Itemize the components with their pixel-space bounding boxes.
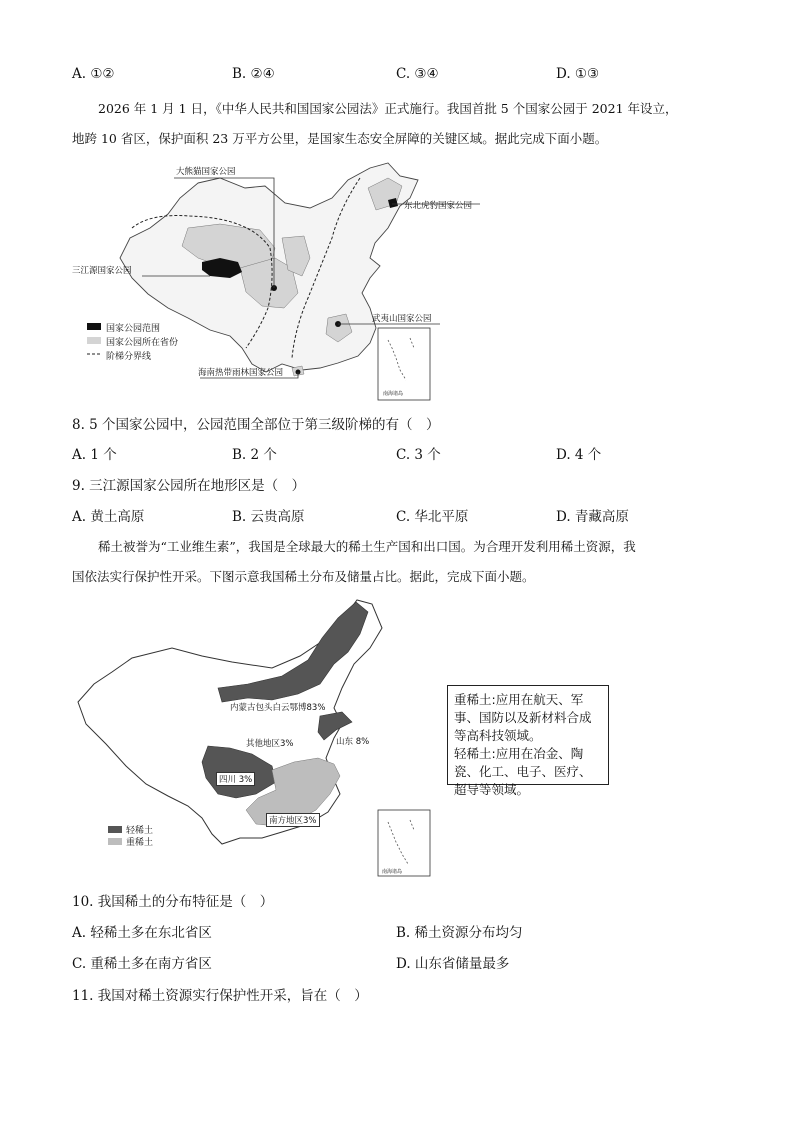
q9-stem: 9. 三江源国家公园所在地形区是（ ） bbox=[72, 478, 306, 494]
q7-option-a: A. ①② bbox=[72, 66, 115, 82]
label-hainan-park: 海南热带雨林国家公园 bbox=[198, 368, 284, 378]
q9-option-b: B. 云贵高原 bbox=[232, 509, 305, 525]
label-tiger-park: 东北虎豹国家公园 bbox=[404, 201, 473, 211]
inner-mongolia-region bbox=[218, 602, 368, 702]
legend-heavy-label: 重稀土 bbox=[126, 838, 154, 848]
legend-province-label: 国家公园所在省份 bbox=[106, 338, 179, 348]
passage-rare-earth bbox=[72, 532, 724, 592]
label-wuyishan-park: 武夷山国家公园 bbox=[372, 314, 432, 324]
rare-earth-info-box bbox=[447, 685, 609, 797]
label-south-sea-2: 南海诸岛 bbox=[382, 869, 403, 875]
label-other-regions: 其他地区3% bbox=[246, 739, 294, 749]
legend-step-label: 阶梯分界线 bbox=[106, 352, 152, 362]
label-sanjiangyuan-park: 三江源国家公园 bbox=[72, 266, 132, 276]
passage2-line2: 国依法实行保护性开采。下图示意我国稀土分布及储量占比。据此，完成下面小题。 bbox=[72, 569, 535, 584]
passage1-line2: 地跨 10 省区，保护面积 23 万平方公里，是国家生态安全屏障的关键区域。据此完成下面小题。 bbox=[72, 131, 608, 146]
q8-stem: 8. 5 个国家公园中，公园范围全部位于第三级阶梯的有（ ） bbox=[72, 417, 440, 433]
label-panda-park: 大熊猫国家公园 bbox=[176, 167, 236, 177]
legend-light-label: 轻稀土 bbox=[126, 826, 154, 836]
legend-province-swatch bbox=[87, 337, 101, 344]
q10-option-d: D. 山东省储量最多 bbox=[396, 956, 510, 972]
national-parks-map bbox=[70, 158, 510, 408]
q7-option-d: D. ①③ bbox=[556, 66, 600, 82]
q11-stem: 11. 我国对稀土资源实行保护性开采，旨在（ ） bbox=[72, 988, 368, 1004]
passage1-line1: 2026 年 1 月 1 日，《中华人民共和国国家公园法》正式施行。我国首批 5 个国家公园于 2021 年设立， bbox=[98, 101, 678, 116]
legend-park-swatch bbox=[87, 323, 101, 330]
q7-option-c: C. ③④ bbox=[396, 66, 439, 82]
legend-park-label: 国家公园范围 bbox=[106, 324, 161, 334]
label-inner-mongolia: 内蒙古包头白云鄂博83% bbox=[230, 703, 326, 713]
label-sichuan: 四川 3% bbox=[216, 772, 255, 786]
q10-stem: 10. 我国稀土的分布特征是（ ） bbox=[72, 894, 274, 910]
q9-option-d: D. 青藏高原 bbox=[556, 509, 629, 525]
q9-option-a: A. 黄土高原 bbox=[72, 509, 145, 525]
passage-national-parks bbox=[72, 94, 724, 154]
info-light: 轻稀土:应用在冶金、陶瓷、化工、电子、医疗、超导等领域。 bbox=[454, 746, 592, 797]
q10-option-a: A. 轻稀土多在东北省区 bbox=[72, 925, 212, 941]
q8-option-a: A. 1 个 bbox=[72, 447, 117, 463]
passage2-line1: 稀土被誉为“工业维生素”，我国是全球最大的稀土生产国和出口国。为合理开发利用稀土资源，我 bbox=[98, 539, 636, 554]
label-south-sea-1: 南海诸岛 bbox=[383, 391, 404, 397]
label-south-regions: 南方地区3% bbox=[266, 813, 320, 827]
q8-option-c: C. 3 个 bbox=[396, 447, 441, 463]
legend-light-swatch bbox=[108, 826, 122, 833]
south-sea-inset-2 bbox=[378, 810, 430, 876]
legend-heavy-swatch bbox=[108, 838, 122, 845]
q10-option-c: C. 重稀土多在南方省区 bbox=[72, 956, 212, 972]
q10-option-b: B. 稀土资源分布均匀 bbox=[396, 925, 523, 941]
q9-option-c: C. 华北平原 bbox=[396, 509, 469, 525]
q7-option-b: B. ②④ bbox=[232, 66, 275, 82]
q8-option-d: D. 4 个 bbox=[556, 447, 602, 463]
info-heavy: 重稀土:应用在航天、军事、国防以及新材料合成等高科技领域。 bbox=[454, 692, 592, 743]
label-shandong: 山东 8% bbox=[336, 737, 370, 747]
q8-option-b: B. 2 个 bbox=[232, 447, 277, 463]
